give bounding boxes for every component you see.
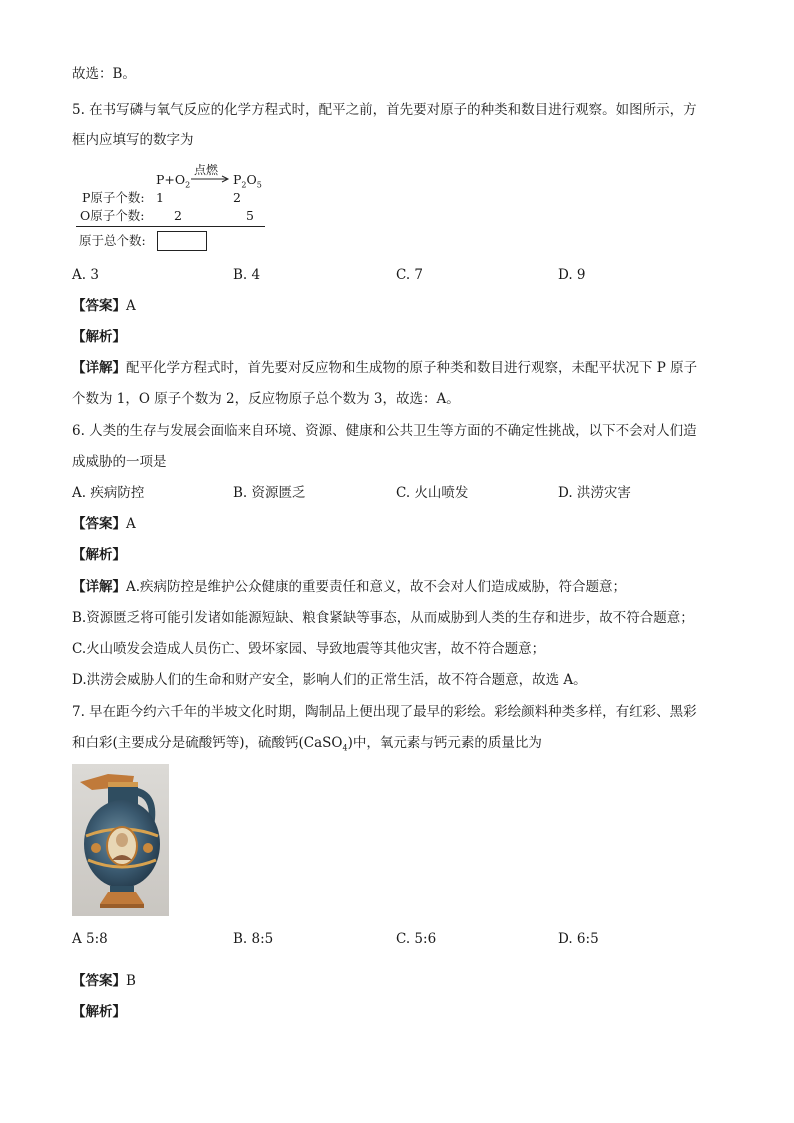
q5-analysis-tag: 【解析】: [72, 329, 126, 345]
q7-stem-line1: 7. 早在距今约六千年的半坡文化时期，陶制品上便出现了最早的彩绘。彩绘颜料种类多样，有红彩、黑彩: [72, 704, 697, 720]
q5-option-a: A. 3: [72, 267, 99, 283]
answer-box: [157, 231, 207, 251]
q5-stem-line1: 5. 在书写磷与氧气反应的化学方程式时，配平之前，首先要对原子的种类和数目进行观察。如图所示，方: [72, 102, 697, 118]
reaction-arrow-icon: [191, 174, 231, 184]
q5-option-b: B. 4: [233, 267, 261, 283]
q5-detail-line2: 个数为 1，O 原子个数为 2，反应物原子总个数为 3，故选：A。: [72, 391, 460, 407]
q6-detail-line1: 【详解】A.疾病防控是维护公众健康的重要责任和意义，故不会对人们造成威胁，符合题意；: [72, 579, 627, 595]
q6-analysis-tag: 【解析】: [72, 547, 126, 563]
q6-option-d: D. 洪涝灾害: [558, 485, 631, 501]
p-row-left: 1: [156, 190, 164, 205]
total-row-label: 原于总个数:: [79, 233, 146, 248]
q7-answer-line: 【答案】B: [72, 973, 136, 989]
o-row-right: 5: [246, 208, 254, 223]
q7-option-b: B. 8:5: [233, 931, 274, 947]
q5-detail-line1: 【详解】配平化学方程式时，首先要对反应物和生成物的原子种类和数目进行观察，未配平状况下 P 原子: [72, 360, 698, 376]
prev-answer-line: 故选：B。: [72, 66, 136, 82]
q5-option-c: C. 7: [396, 267, 424, 283]
q6-detail-line2: B.资源匮乏将可能引发诸如能源短缺、粮食紧缺等事态，从而威胁到人类的生存和进步，故不符合题意；: [72, 610, 694, 626]
reaction-condition: 点燃: [194, 163, 219, 177]
o-row-label: O原子个数:: [80, 208, 145, 223]
p-row-label: P原子个数:: [82, 190, 145, 205]
q5-stem-line2: 框内应填写的数字为: [72, 132, 194, 148]
q6-detail-line3: C.火山喷发会造成人员伤亡、毁坏家园、导致地震等其他灾害，故不符合题意；: [72, 641, 546, 657]
p-row-right: 2: [233, 190, 241, 205]
q6-stem-line2: 成威胁的一项是: [72, 454, 167, 470]
o-row-left: 2: [174, 208, 182, 223]
q6-option-c: C. 火山喷发: [396, 485, 469, 501]
q7-option-d: D. 6:5: [558, 931, 599, 947]
q6-detail-line4: D.洪涝会威胁人们的生命和财产安全，影响人们的正常生活，故不符合题意，故选 A。: [72, 672, 587, 688]
reactants-formula: $P+O_2$: [156, 172, 191, 190]
q6-option-b: B. 资源匮乏: [233, 485, 306, 501]
q7-option-a: A 5:8: [72, 931, 108, 947]
atom-count-diagram: [76, 162, 276, 257]
q7-option-c: C. 5:6: [396, 931, 437, 947]
diagram-divider: [76, 226, 265, 227]
painted-pottery-jug-image: [72, 764, 169, 916]
q7-analysis-tag: 【解析】: [72, 1004, 126, 1020]
q6-option-a: A. 疾病防控: [72, 485, 145, 501]
q6-stem-line1: 6. 人类的生存与发展会面临来自环境、资源、健康和公共卫生等方面的不确定性挑战，以下不会对人们造: [72, 423, 697, 439]
q6-answer-line: 【答案】A: [72, 516, 136, 532]
q7-stem-line2: 和白彩(主要成分是硫酸钙等)，硫酸钙(CaSO$_4$)中，氧元素与钙元素的质量比为: [72, 735, 542, 753]
q5-option-d: D. 9: [558, 267, 586, 283]
q5-answer-line: 【答案】A: [72, 298, 136, 314]
product-formula: $P_2O_5$: [233, 172, 262, 190]
